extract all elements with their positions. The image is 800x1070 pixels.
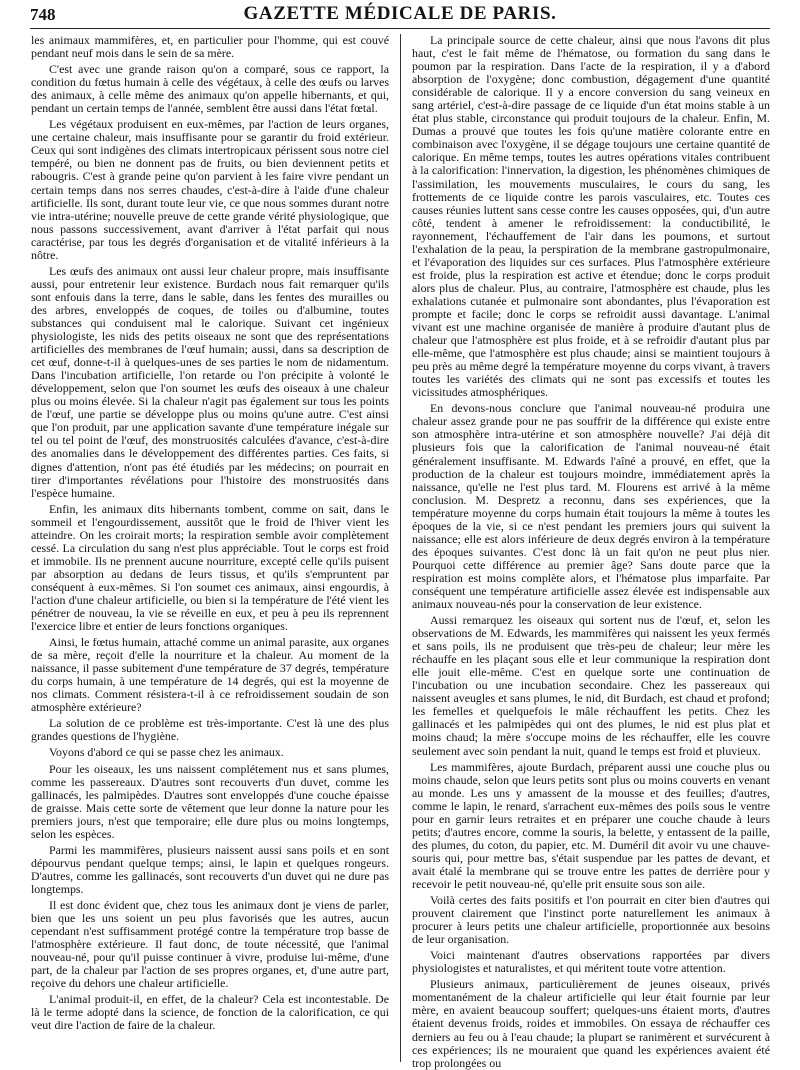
- paragraph: C'est avec une grande raison qu'on a comparé, sous ce rapport, la condition du fœtus humain à celle des végétaux, à celle des œufs ou larves des animaux, à celle même des animaux qu'on appelle hibernants, et qui, pendant un certain temps de l'année, semblent être aussi dans l'état fœtal.: [31, 62, 389, 116]
- right-column: [412, 33, 770, 1070]
- paragraph: les animaux mammifères, et, en particulier pour l'homme, qui est couvé pendant neuf mois dans le sein de sa mère.: [31, 33, 389, 61]
- page-number: 748: [30, 5, 56, 24]
- paragraph: Les mammifères, ajoute Burdach, préparent aussi une couche plus ou moins chaude, selon que leurs petits sont plus ou moins couverts en venant au monde. Les uns y amassent de la mousse et des feuilles; d'autres, comme le lapin, le renard, s'arrachent eux-mêmes des poils sous le ventre pour en garnir leurs retraites et en préparer une couche chaude à leurs petits; d'autres encore, comme la souris, la belette, y entassent de la paille, des plumes, du coton, du papier, etc. M. Duméril dit avoir vu une chauve-souris qui, pour mettre bas, s'était suspendue par les pattes de devant, et avait étalé la membrane qui se trouve entre les pattes de derrière pour y recevoir le petit nouveau-né, qu'elle prit ensuite sous son aile.: [412, 759, 770, 891]
- paragraph: Il est donc évident que, chez tous les animaux dont je viens de parler, bien que les uns soient un peu plus favorisés que les autres, aucun cependant n'est suffisamment protégé contre la température trop basse de l'atmosphère extérieure. Il faut donc, de toute nécessité, que l'animal nouveau-né, pour qu'il puisse continuer à vivre, produise lui-même, d'une part, de la chaleur par l'action de ses propres organes, et, d'une autre part, reçoive du dehors une chaleur artificielle.: [31, 898, 389, 991]
- paragraph: La principale source de cette chaleur, ainsi que nous l'avons dit plus haut, c'est le fait même de l'hématose, ou formation du sang dans le poumon par la respiration. Dans l'acte de la respiration, il y a d'abord absorption de l'oxygène; donc combustion, dégagement d'une quantité considérable de calorique. Il y a encore conversion du sang veineux en sang artériel, c'est-à-dire passage de ce liquide d'un état moins stable à un état plus stable, circonstance qui produit toujours de la chaleur. Enfin, M. Dumas a prouvé que toutes les fois qu'une matière colorante entre en combinaison avec l'oxygène, il se dégage toujours une certaine quantité de calorique. En même temps, toutes les autres opérations vitales contribuent à la calorification: l'innervation, la digestion, les phénomènes chimiques de l'assimilation, les mouvements musculaires, le cours du sang, les frottements de ce liquide contre les parois vasculaires, etc. Toutes ces causes réunies luttent sans cesse contre les causes opposées, qui, d'un autre côté, tendent à amener le refroidissement: la conductibilité, le rayonnement, l'échauffement de l'air dans les poumons, et surtout l'exhalation de la peau, la perspiration de la membrane gastropulmonaire, et l'évaporation des liquides sur ces surfaces. Plus l'atmosphère extérieure est froide, plus la respiration est active et étendue; donc le corps produit alors plus de chaleur. Plus, au contraire, l'atmosphère est chaude, plus les exhalations cutanée et pulmonaire sont abondantes, plus l'évaporation est prompte et facile; donc le corps se refroidit aussi davantage. L'animal vivant est une machine organisée de manière à produire d'autant plus de chaleur que l'atmosphère est plus froide, et à se refroidir d'autant plus par elle-même, que l'atmosphère est plus chaude; ainsi se maintient toujours à peu près au même degré la température moyenne du corps vivant, à travers toutes les variétés des climats qui ne sont pas excessifs et toutes les vicissitudes atmosphériques.: [412, 33, 770, 400]
- paragraph: Aussi remarquez les oiseaux qui sortent nus de l'œuf, et, selon les observations de M. Edwards, les mammifères qui naissent les yeux fermés et sans poils, ils ne produisent que très-peu de chaleur; leur mère les réchauffe en les plaçant sous elle et leur communique la respiration dont elle jouit elle-même. C'est en quelque sorte une continuation de l'incubation ou une incubation secondaire. Chez les passereaux qui naissent aveugles et sans plumes, le nid, dit Burdach, est chaud et profond; les femelles et quelquefois le mâle réchauffent les petits. Chez les gallinacés et les palmipèdes qui ont des plumes, le nid est plus plat et moins chaud; la mère s'occupe moins de les réchauffer, elle les couvre seulement avec soin pendant la nuit, quand le temps est froid et pluvieux.: [412, 613, 770, 758]
- page-header: [30, 3, 770, 27]
- journal-title: GAZETTE MÉDICALE DE PARIS.: [243, 3, 557, 24]
- paragraph: L'animal produit-il, en effet, de la chaleur? Cela est incontestable. De là le terme adopté dans la science, de fonction de la calorification, ce qui veut dire l'action de faire de la chaleur.: [31, 992, 389, 1033]
- column-divider: [400, 34, 401, 1062]
- paragraph: Voyons d'abord ce qui se passe chez les animaux.: [49, 745, 284, 760]
- paragraph: Parmi les mammifères, plusieurs naissent aussi sans poils et en sont dépourvus pendant quelque temps; ainsi, le lapin et quelques rongeurs. D'autres, comme les gallinacés, sont recouverts d'un duvet qui ne dure pas longtemps.: [31, 842, 389, 896]
- left-column: [31, 34, 389, 1062]
- paragraph: Voilà certes des faits positifs et l'on pourrait en citer bien d'autres qui prouvent clairement que l'instinct porte naturellement les animaux à procurer à leurs petits une chaleur artificielle, proportionnée aux besoins de leur organisation.: [412, 893, 770, 947]
- header-rule: [30, 28, 770, 29]
- paragraph: La solution de ce problème est très-importante. C'est là une des plus grandes questions de l'hygiène.: [31, 716, 389, 744]
- paragraph: Voici maintenant d'autres observations rapportées par divers physiologistes et naturalistes, et qui méritent toute votre attention.: [412, 948, 770, 976]
- paragraph: En devons-nous conclure que l'animal nouveau-né produira une chaleur assez grande pour ne pas souffrir de la différence qui existe entre son atmosphère intra-utérine et son atmosphère nouvelle? J'ai déjà dit plusieurs fois que la calorification de l'animal nouveau-né était généralement insuffisante. M. Edwards l'aîné a prouvé, en effet, que la production de la chaleur est toujours moindre, immédiatement après la naissance, qu'elle ne l'est plus tard. M. Flourens est arrivé à la même conclusion. M. Despretz a reconnu, dans ses expériences, que la température moyenne du corps humain était toujours la même à toutes les époques de la vie, si ce n'est pendant les premiers jours qui suivent la naissance; elle est alors inférieure de deux degrés environ à la température des époques suivantes. C'est donc là un fait qu'on ne peut plus nier. Pourquoi cette différence au premier âge? Sans doute parce que la respiration est moins complète alors, et l'hématose plus imparfaite. Par conséquent une température artificielle assez élevée est indispensable aux animaux nouveau-nés pour la conservation de leur existence.: [412, 401, 770, 612]
- paragraph: Enfin, les animaux dits hibernants tombent, comme on sait, dans le sommeil et l'engourdissement, aussitôt que le froid de l'hiver vient les atteindre. On les croirait morts; la respiration semble avoir complètement cessé. La circulation du sang n'est plus appréciable. Tout le corps est froid et immobile. Ils ne prennent aucune nourriture, excepté celle qu'ils puisent par absorption au dedans de leurs tissus, et qu'ils s'empruntent par conséquent à eux-mêmes. Si l'on soumet ces animaux, ainsi engourdis, à l'action d'une chaleur artificielle, ou bien si la température de l'été vient les pénétrer de nouveau, la vie se réveille en eux, et peu à peu ils reprennent l'exercice libre et entier de leurs fonctions organiques.: [31, 501, 389, 634]
- paragraph: Plusieurs animaux, particulièrement de jeunes oiseaux, privés momentanément de la chaleur artificielle qui leur était fournie par leur mère, en avaient beaucoup souffert; quelques-uns étaient morts, d'autres étaient devenus froids, roides et immobiles. On essaya de réchauffer ces derniers au feu ou à l'eau chaude; la plupart se ranimèrent et survécurent à ces expériences; ils ne mouraient que quand les expériences avaient été trop prolongées ou: [412, 977, 770, 1070]
- paragraph: Les végétaux produisent en eux-mêmes, par l'action de leurs organes, une certaine chaleur, mais insuffisante pour se garantir du froid extérieur. Ceux qui sont indigènes des climats intertropicaux périssent sous notre ciel tempéré, ou bien ne donnent pas de fruits, ou bien deviennent petits et rabougris. C'est à grande peine qu'on parvient à les faire vivre pendant un certain temps dans nos serres chaudes, c'est-à-dire à l'aide d'une chaleur artificielle. Ils sont, durant toute leur vie, ce que nous sommes durant notre vie intra-utérine; nouvelle preuve de cette grande vérité physiologique, que nous passons successivement, avant d'arriver à l'état parfait qui nous caractérise, par tous les degrés d'organisation et de vitalité inférieurs à la nôtre.: [31, 117, 389, 262]
- paragraph: Ainsi, le fœtus humain, attaché comme un animal parasite, aux organes de sa mère, reçoit d'elle la nourriture et la chaleur. Au moment de la naissance, il passe subitement d'une température de 37 degrés, température du corps humain, à une température de 14 degrés, qui est la moyenne de nos climats. Comment résistera-t-il à ce refroidissement soudain de son atmosphère extérieure?: [31, 635, 389, 715]
- paragraph: Pour les oiseaux, les uns naissent complétement nus et sans plumes, comme les passereaux. D'autres sont recouverts d'un duvet, comme les gallinacés, les palmipèdes. D'autres sont enveloppés d'une couche épaisse de graisse. Mais cette sorte de vêtement que leur donne la nature pour les premiers jours, n'est que temporaire; elle dure plus ou moins longtemps, selon les espèces.: [31, 761, 389, 841]
- paragraph: Les œufs des animaux ont aussi leur chaleur propre, mais insuffisante aussi, pour entretenir leur existence. Burdach nous fait remarquer qu'ils sont enfouis dans la terre, dans le sable, dans les fentes des murailles ou des arbres, enveloppés de coques, de toiles ou d'albumine, toutes substances qui conduisent mal le calorique. Suivant cet ingénieux physiologiste, les nids des petits oiseaux ne sont que des représentations artificielles des membranes de l'œuf humain; aussi, dans sa description de cet œuf, donne-t-il à quelques-unes de ses parties le nom de nidamentum. Dans l'incubation artificielle, l'on retarde ou l'on précipite à volonté le développement, selon que l'on soumet les œufs des oiseaux à une chaleur plus ou moins élevée. Si la chaleur n'agit pas également sur tous les points de l'œuf, une partie se développe plus ou moins qu'une autre. C'est ainsi que l'on produit, par une application savante d'une température inégale sur tel ou tel point de l'œuf, des monstruosités calculées d'avance, c'est-à-dire des anomalies dans le développement des différentes parties. Ces faits, si dignes d'attention, n'ont pas été étudiés par les médecins; on pourrait en tirer d'importantes révélations pour l'histoire des monstruosités dans l'espèce humaine.: [31, 263, 389, 500]
